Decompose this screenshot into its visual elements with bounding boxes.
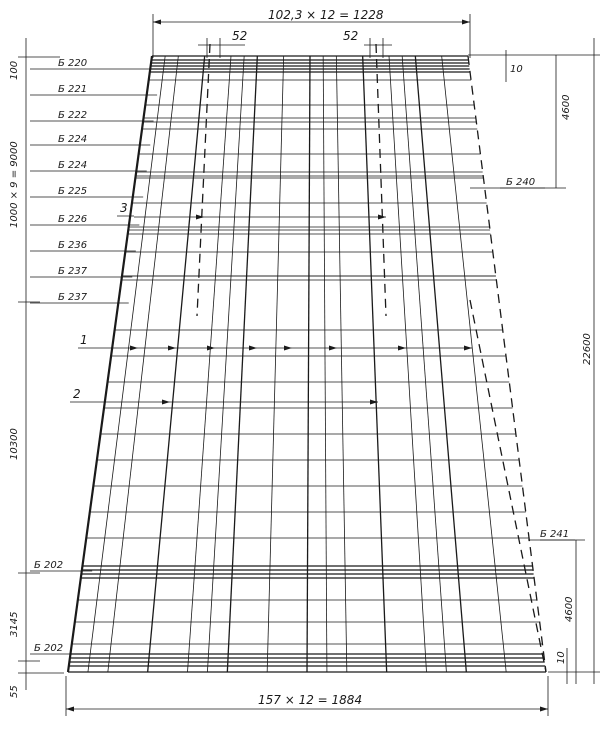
arrow-row-2-head bbox=[162, 400, 170, 405]
right-upper-label: 4600 bbox=[561, 94, 572, 120]
bar-label-left: Б 237 bbox=[58, 292, 88, 303]
callout-1: 1 bbox=[80, 333, 88, 347]
right-small-top-label: 10 bbox=[510, 64, 523, 75]
left-dimension-chain bbox=[9, 38, 64, 698]
bar-label-left: Б 222 bbox=[58, 110, 88, 121]
arrow-row-1-head bbox=[284, 346, 292, 351]
vertical-bar bbox=[363, 56, 387, 672]
spacing-marks bbox=[198, 29, 392, 58]
bar-label-left: Б 221 bbox=[58, 84, 88, 95]
vertical-bar-intermediate bbox=[323, 56, 327, 672]
bar-label-left: Б 202 bbox=[34, 643, 64, 654]
callout-2: 2 bbox=[73, 387, 81, 401]
right-total-label: 22600 bbox=[582, 333, 593, 365]
bottom-offset-label: 55 bbox=[9, 685, 20, 698]
lower-height-label: 3145 bbox=[9, 611, 20, 637]
dashed-bar-right bbox=[376, 44, 386, 316]
arrow-row-1-head bbox=[398, 346, 406, 351]
vertical-bar bbox=[267, 56, 284, 672]
bottom-width-label: 157 × 12 = 1884 bbox=[258, 693, 363, 707]
arrow-row-1-head bbox=[207, 346, 215, 351]
arrow-row-1-head bbox=[130, 346, 138, 351]
vertical-bar bbox=[307, 56, 310, 672]
dashed-bar-left bbox=[197, 44, 210, 316]
bottom-dimension bbox=[66, 676, 548, 716]
middle-height-label: 10300 bbox=[9, 428, 20, 460]
arrow-row-3-head bbox=[196, 215, 204, 220]
vertical-bar-intermediate bbox=[88, 56, 165, 672]
bar-label-left: Б 237 bbox=[58, 266, 88, 277]
callout-3: 3 bbox=[120, 201, 128, 215]
bar-label-b240: Б 240 bbox=[506, 177, 536, 188]
vertical-bar bbox=[442, 56, 507, 672]
top-width-label: 102,3 × 12 = 1228 bbox=[268, 8, 384, 22]
bar-label-left: Б 236 bbox=[58, 240, 88, 251]
vertical-bar bbox=[148, 56, 205, 672]
vertical-bar bbox=[415, 56, 466, 672]
vertical-bar bbox=[188, 56, 232, 672]
arrow-row-1-head bbox=[329, 346, 337, 351]
bar-label-left: Б 225 bbox=[58, 186, 88, 197]
vertical-bar bbox=[468, 56, 546, 672]
right-bar-labels bbox=[470, 177, 575, 540]
vertical-bar-intermediate bbox=[402, 56, 446, 672]
bar-label-left: Б 220 bbox=[58, 58, 88, 69]
spacing-left-label: 52 bbox=[232, 29, 248, 43]
spacing-right-label: 52 bbox=[343, 29, 359, 43]
arrow-row-1-head bbox=[464, 346, 472, 351]
right-dimensions bbox=[468, 38, 600, 684]
callout-arrows bbox=[88, 215, 472, 405]
vertical-bar bbox=[336, 56, 347, 672]
bar-label-b241: Б 241 bbox=[540, 529, 570, 540]
top-offset-label: 100 bbox=[9, 60, 20, 80]
vertical-bar bbox=[389, 56, 427, 672]
bar-label-left: Б 224 bbox=[58, 160, 88, 171]
top-dimension bbox=[153, 8, 470, 58]
rebar-mesh bbox=[68, 44, 546, 672]
arrow-row-1-head bbox=[249, 346, 257, 351]
vertical-bar bbox=[108, 56, 178, 672]
right-small-bottom-label: 10 bbox=[556, 651, 567, 664]
right-lower-label: 4600 bbox=[564, 596, 575, 622]
vertical-bar bbox=[227, 56, 257, 672]
vertical-bar-intermediate bbox=[207, 56, 244, 672]
bar-label-left: Б 224 bbox=[58, 134, 88, 145]
arrow-row-1-head bbox=[168, 346, 176, 351]
vertical-bar bbox=[68, 56, 152, 672]
upper-height-label: 1000 × 9 = 9000 bbox=[9, 141, 20, 228]
bar-label-left: Б 202 bbox=[34, 560, 64, 571]
bar-label-left: Б 226 bbox=[58, 214, 88, 225]
